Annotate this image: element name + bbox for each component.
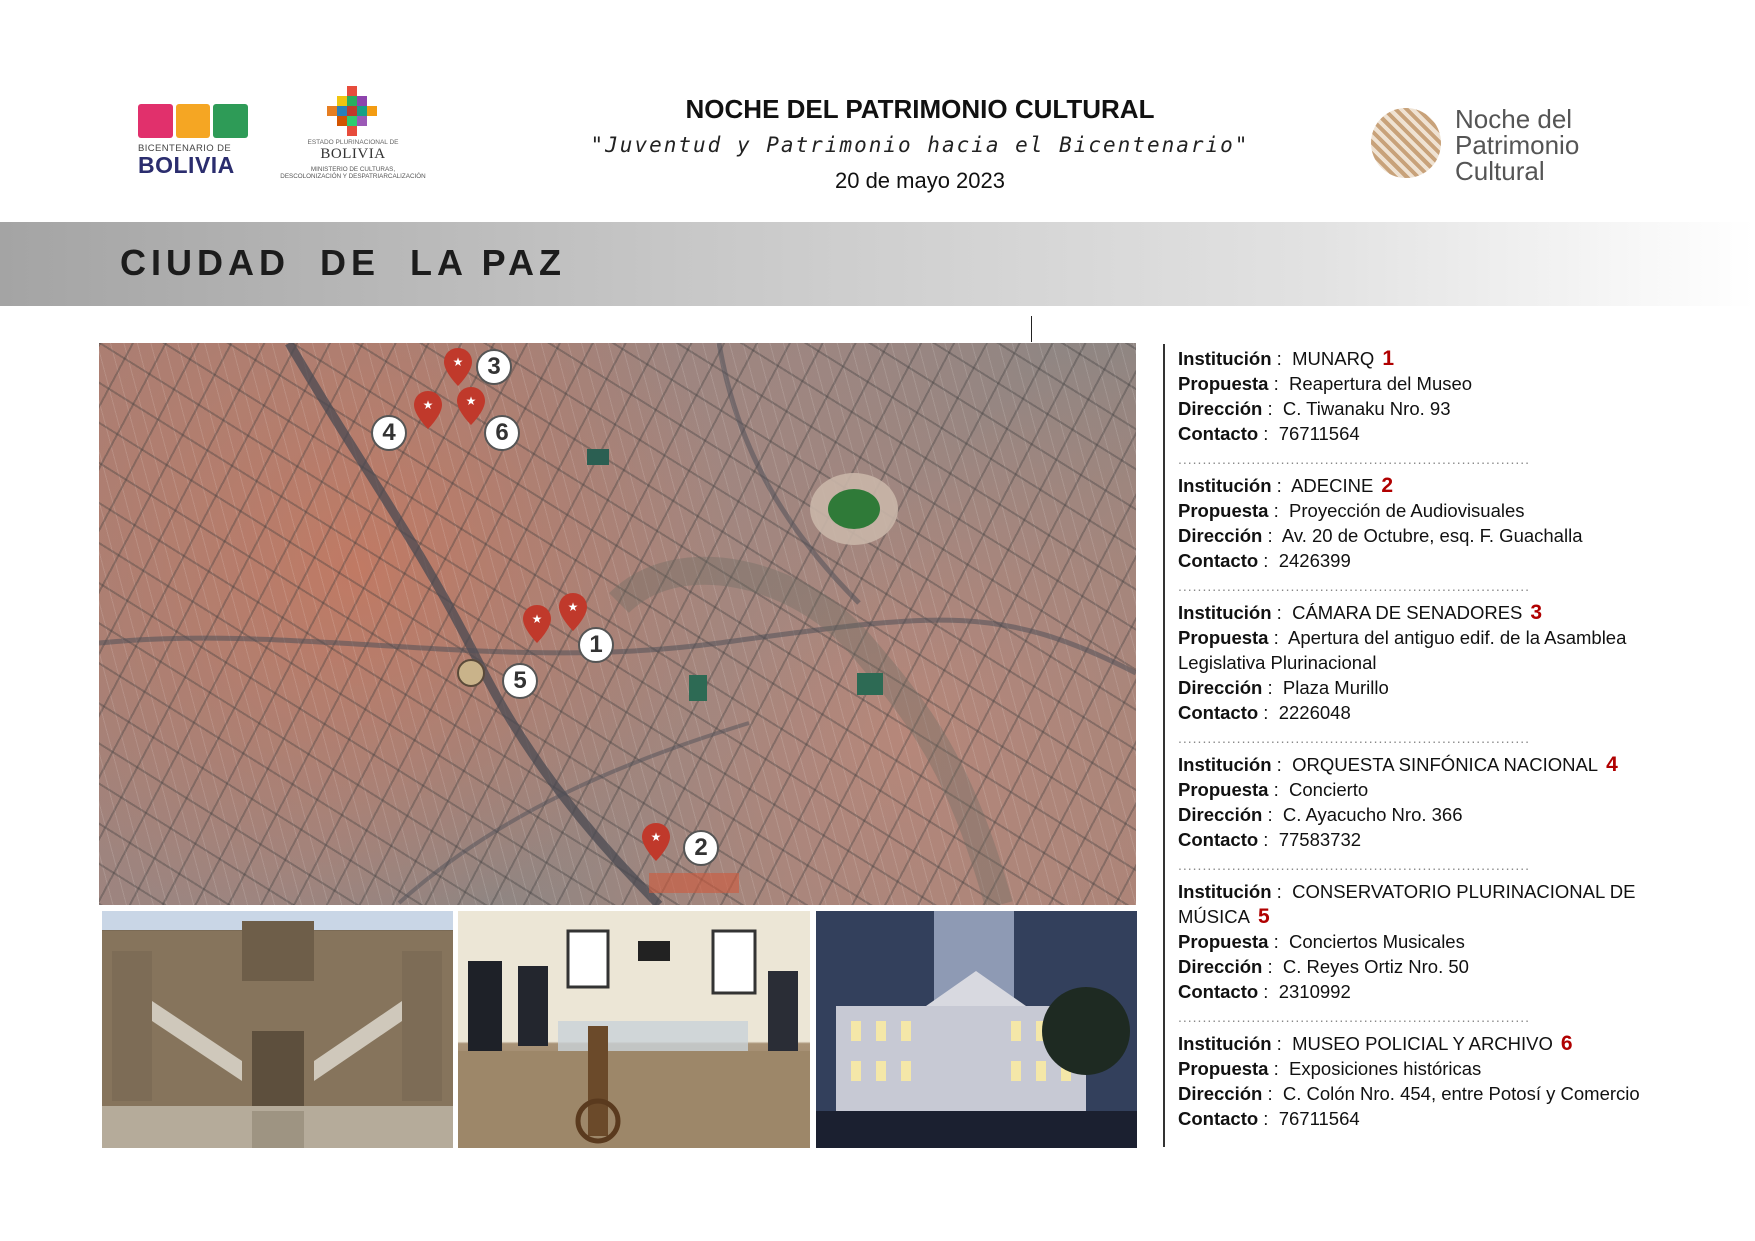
institution-number: 3 — [1530, 601, 1543, 624]
direccion-label: Dirección — [1178, 398, 1263, 419]
institution-entry — [1178, 879, 1648, 1004]
contacto-value: 2310992 — [1278, 981, 1351, 1002]
direccion-value: C. Colón Nro. 454, entre Potosí y Comercio — [1282, 1083, 1640, 1104]
institucion-value: MUNARQ — [1292, 348, 1375, 369]
contacto-label: Contacto — [1178, 423, 1259, 444]
bicentenario-logo-small-text: BICENTENARIO DE — [138, 143, 232, 154]
contacto-value: 76711564 — [1278, 1108, 1360, 1129]
institution-number: 6 — [1560, 1032, 1573, 1055]
info-divider — [1163, 344, 1165, 1147]
ministerio-name: BOLIVIA — [320, 146, 386, 162]
map-marker-number: 3 — [476, 349, 512, 385]
institution-entry — [1178, 752, 1648, 852]
institucion-label: Institución — [1178, 1033, 1272, 1054]
institution-number: 4 — [1606, 753, 1618, 776]
propuesta-label: Propuesta — [1178, 500, 1269, 521]
map-streets — [99, 343, 1136, 905]
svg-text:★: ★ — [567, 600, 579, 614]
ministerio-logo — [268, 86, 438, 198]
direccion-value: C. Reyes Ortiz Nro. 50 — [1282, 956, 1469, 977]
entry-separator: ........................................................................ — [1178, 579, 1531, 593]
propuesta-line: Propuesta : Exposiciones históricas — [1178, 1058, 1482, 1079]
institution-number: 2 — [1381, 474, 1394, 497]
propuesta-value: Apertura del antiguo edif. de la Asamblea Legislativa Plurinacional — [1178, 627, 1627, 673]
contacto-line: Contacto : 2310992 — [1178, 981, 1351, 1002]
propuesta-label: Propuesta — [1178, 1058, 1269, 1079]
direccion-label: Dirección — [1178, 1083, 1263, 1104]
ministerio-line-1: MINISTERIO DE CULTURAS, — [310, 165, 396, 173]
institucion-line: Institución : MUSEO POLICIAL Y ARCHIVO 6 — [1178, 1032, 1573, 1055]
propuesta-label: Propuesta — [1178, 779, 1269, 800]
propuesta-line: Propuesta : Reapertura del Museo — [1178, 373, 1473, 394]
noche-emblem-icon — [1371, 108, 1441, 178]
institucion-line: Institución : ORQUESTA SINFÓNICA NACIONAL 4 — [1178, 753, 1618, 776]
noche-patrimonio-logo — [1371, 104, 1631, 186]
contacto-value: 77583732 — [1278, 829, 1362, 850]
direccion-value: Av. 20 de Octubre, esq. F. Guachalla — [1281, 525, 1583, 546]
city-map[interactable] — [99, 343, 1136, 905]
institucion-line: Institución : MUNARQ 1 — [1178, 347, 1395, 370]
direccion-value: C. Ayacucho Nro. 366 — [1282, 804, 1463, 825]
noche-logo-line-1: Noche del — [1455, 104, 1573, 134]
entry-separator: ........................................................................ — [1178, 731, 1531, 745]
contacto-line: Contacto : 2226048 — [1178, 702, 1351, 723]
svg-text:★: ★ — [452, 355, 464, 369]
ministerio-state-text: ESTADO PLURINACIONAL DE — [307, 139, 399, 146]
page-title: NOCHE DEL PATRIMONIO CULTURAL — [685, 94, 1155, 124]
institution-list — [1178, 346, 1648, 1131]
propuesta-line: Propuesta : Conciertos Musicales — [1178, 931, 1465, 952]
noche-logo-line-3: Cultural — [1455, 156, 1545, 186]
institution-entry — [1178, 1031, 1648, 1131]
contacto-value: 2226048 — [1278, 702, 1351, 723]
svg-text:★: ★ — [531, 612, 543, 626]
institucion-label: Institución — [1178, 754, 1272, 775]
institution-entry — [1178, 346, 1648, 446]
institucion-label: Institución — [1178, 348, 1272, 369]
divider-tick — [1031, 316, 1032, 342]
svg-text:★: ★ — [650, 830, 662, 844]
contacto-line: Contacto : 76711564 — [1178, 423, 1360, 444]
propuesta-line: Propuesta : Proyección de Audiovisuales — [1178, 500, 1525, 521]
direccion-value: Plaza Murillo — [1282, 677, 1389, 698]
institucion-value: ORQUESTA SINFÓNICA NACIONAL — [1292, 754, 1599, 775]
map-marker-5-icon[interactable] — [523, 605, 551, 643]
propuesta-value: Concierto — [1289, 779, 1369, 800]
institucion-value: CONSERVATORIO PLURINACIONAL DE MÚSICA — [1178, 881, 1636, 927]
propuesta-line: Propuesta : Concierto — [1178, 779, 1369, 800]
institution-number: 5 — [1257, 905, 1270, 928]
map-marker-3-icon[interactable] — [444, 348, 472, 386]
contacto-label: Contacto — [1178, 702, 1259, 723]
propuesta-label: Propuesta — [1178, 931, 1269, 952]
propuesta-label: Propuesta — [1178, 627, 1269, 648]
institution-entry — [1178, 600, 1648, 725]
svg-text:★: ★ — [422, 398, 434, 412]
entry-separator: ........................................................................ — [1178, 452, 1531, 466]
photo-asamblea-legislativa — [816, 911, 1137, 1148]
institucion-label: Institución — [1178, 881, 1272, 902]
map-marker-number: 5 — [502, 663, 538, 699]
entry-separator: ........................................................................ — [1178, 858, 1531, 872]
propuesta-value: Reapertura del Museo — [1289, 373, 1473, 394]
map-marker-number: 1 — [578, 627, 614, 663]
direccion-line: Dirección : C. Reyes Ortiz Nro. 50 — [1178, 956, 1469, 977]
city-title: CIUDAD DE LA PAZ — [120, 242, 566, 283]
institucion-label: Institución — [1178, 475, 1272, 496]
propuesta-label: Propuesta — [1178, 373, 1269, 394]
institution-entry — [1178, 473, 1648, 573]
propuesta-line: Propuesta : Apertura del antiguo edif. de la Asamblea Legislativa Plurinacional — [1178, 627, 1627, 673]
contacto-line: Contacto : 77583732 — [1178, 829, 1362, 850]
direccion-line: Dirección : Plaza Murillo — [1178, 677, 1389, 698]
noche-logo-line-2: Patrimonio — [1455, 130, 1580, 160]
map-marker-number: 4 — [371, 415, 407, 451]
photo-museo-policial — [458, 911, 810, 1148]
contacto-label: Contacto — [1178, 550, 1259, 571]
map-marker-2-icon[interactable] — [642, 823, 670, 861]
direccion-line: Dirección : C. Colón Nro. 454, entre Potosí y Comercio — [1178, 1083, 1640, 1104]
entry-separator: ........................................................................ — [1178, 1010, 1531, 1024]
contacto-value: 2426399 — [1278, 550, 1351, 571]
institucion-line: Institución : ADECINE 2 — [1178, 474, 1394, 497]
event-date: 20 de mayo 2023 — [834, 168, 1006, 193]
direccion-value: C. Tiwanaku Nro. 93 — [1282, 398, 1451, 419]
institucion-value: ADECINE — [1291, 475, 1374, 496]
institucion-line: Institución : CÁMARA DE SENADORES 3 — [1178, 601, 1543, 624]
bicentenario-emblem-icon — [138, 104, 248, 138]
ministerio-line-2: DESCOLONIZACIÓN Y DESPATRIARCALIZACIÓN — [280, 173, 426, 181]
direccion-line: Dirección : Av. 20 de Octubre, esq. F. Guachalla — [1178, 525, 1583, 546]
institucion-value: CÁMARA DE SENADORES — [1292, 602, 1523, 623]
contacto-value: 76711564 — [1278, 423, 1360, 444]
direccion-label: Dirección — [1178, 677, 1263, 698]
propuesta-value: Conciertos Musicales — [1289, 931, 1465, 952]
contacto-line: Contacto : 2426399 — [1178, 550, 1351, 571]
direccion-line: Dirección : C. Tiwanaku Nro. 93 — [1178, 398, 1451, 419]
propuesta-value: Proyección de Audiovisuales — [1289, 500, 1525, 521]
contacto-label: Contacto — [1178, 829, 1259, 850]
institucion-label: Institución — [1178, 602, 1272, 623]
map-marker-number: 6 — [484, 415, 520, 451]
institution-number: 1 — [1382, 347, 1395, 370]
ministerio-emblem-icon — [323, 86, 383, 136]
propuesta-value: Exposiciones históricas — [1289, 1058, 1482, 1079]
direccion-label: Dirección — [1178, 956, 1263, 977]
map-marker-number: 2 — [683, 830, 719, 866]
direccion-label: Dirección — [1178, 804, 1263, 825]
map-marker-4-icon[interactable] — [414, 391, 442, 429]
institucion-line: Institución : CONSERVATORIO PLURINACIONAL DE MÚSICA 5 — [1178, 881, 1636, 928]
contacto-label: Contacto — [1178, 981, 1259, 1002]
map-marker-6-icon[interactable] — [457, 387, 485, 425]
institucion-value: MUSEO POLICIAL Y ARCHIVO — [1292, 1033, 1553, 1054]
direccion-line: Dirección : C. Ayacucho Nro. 366 — [1178, 804, 1463, 825]
page-subtitle: "Juventud y Patrimonio hacia el Bicentenario" — [590, 133, 1250, 157]
bicentenario-logo-big-text: BOLIVIA — [138, 152, 235, 178]
svg-text:★: ★ — [465, 394, 477, 408]
direccion-label: Dirección — [1178, 525, 1263, 546]
map-marker-1-icon[interactable] — [559, 593, 587, 631]
contacto-line: Contacto : 76711564 — [1178, 1108, 1360, 1129]
contacto-label: Contacto — [1178, 1108, 1259, 1129]
bicentenario-logo — [138, 104, 248, 182]
photo-munarq-building — [102, 911, 453, 1148]
